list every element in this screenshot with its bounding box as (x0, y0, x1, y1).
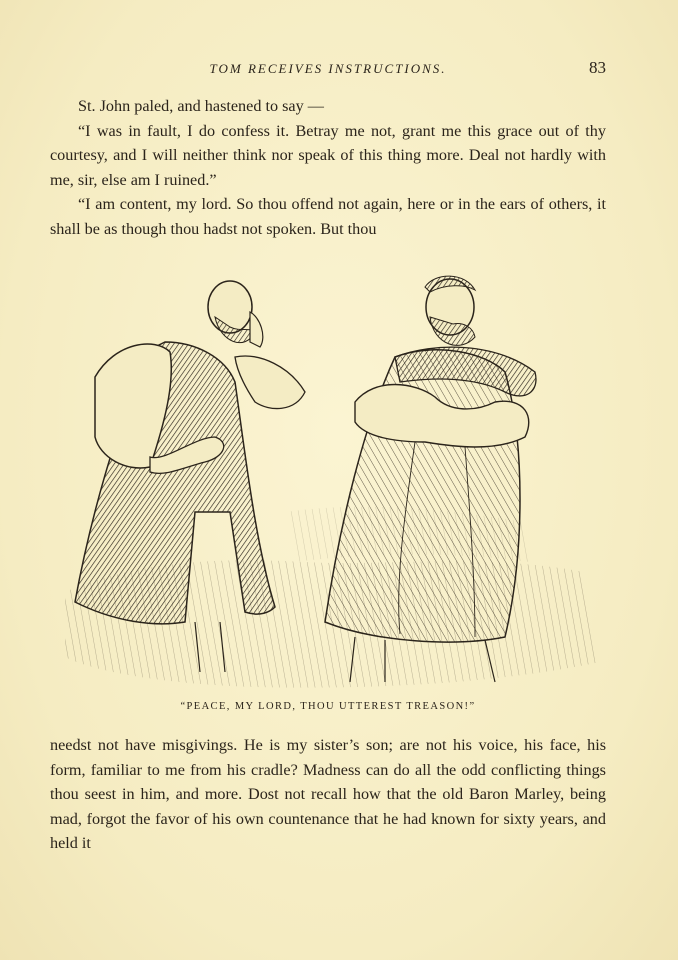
paragraph: needst not have misgivings. He is my sister’s son; are not his voice, his face, his form, familiar to me from his cradle? Madness can do all the odd conflicting things thou seest in him, and more. Dost not recall how that the old Baron Marley, being mad, forgot the favor of his own countenance that he had known for sixty years, and held it (50, 736, 606, 852)
running-title: TOM RECEIVES INSTRUCTIONS. (209, 61, 447, 76)
illustration-caption: “PEACE, MY LORD, THOU UTTEREST TREASON!” (180, 701, 476, 712)
body-text-top (50, 94, 606, 241)
paragraph: “I am content, my lord. So thou offend not again, here or in the ears of others, it shall be as though thou hadst not spoken. But thou (50, 195, 606, 238)
body-text-bottom (50, 733, 606, 856)
running-head (50, 58, 606, 80)
right-figure (325, 276, 536, 682)
paragraph: “I was in fault, I do confess it. Betray me not, grant me this grace out of thy courtesy, and I will neither think nor speak of this thing more. Deal not hardly with me, sir, else am I ruined.” (50, 121, 606, 189)
page-number: 83 (589, 58, 606, 77)
illustration (55, 262, 615, 694)
paragraph: St. John paled, and hastened to say — (78, 97, 324, 115)
